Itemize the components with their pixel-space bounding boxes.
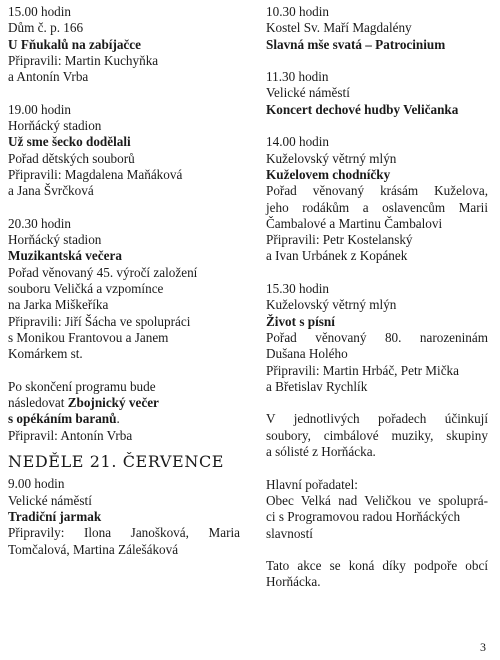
event-detail: Dušana Holého bbox=[266, 346, 348, 362]
event-time: 11.30 hodin bbox=[266, 69, 329, 85]
note-highlight: Zbojnický večer bbox=[67, 395, 159, 411]
note-text: . bbox=[116, 411, 120, 427]
event-title: Muzikantská večera bbox=[8, 248, 122, 264]
event-mse-svata bbox=[266, 4, 488, 53]
event-title: Koncert dechové hudby Veličanka bbox=[266, 101, 459, 117]
event-detail: Připravili: Martin Kuchyňka bbox=[8, 52, 159, 68]
event-time: 19.00 hodin bbox=[8, 101, 72, 117]
note-line: Hlavní pořadatel: bbox=[266, 476, 358, 492]
note-line: Připravil: Antonín Vrba bbox=[8, 427, 133, 443]
note-line: a sólisté z Horňácka. bbox=[266, 444, 376, 460]
event-detail: na Jarka Miškeříka bbox=[8, 297, 109, 313]
page-number: 3 bbox=[480, 640, 486, 654]
event-time: 15.30 hodin bbox=[266, 281, 330, 297]
event-detail: Připravili: Jiří Šácha ve spolupráci bbox=[8, 313, 191, 329]
note-text: následovat bbox=[8, 395, 68, 411]
note-line bbox=[8, 395, 240, 411]
event-time: 9.00 hodin bbox=[8, 476, 65, 492]
event-place: Kostel Sv. Maří Magdalény bbox=[266, 20, 412, 36]
event-place: Velické náměstí bbox=[266, 85, 350, 101]
event-detail: Připravili: Petr Kostelanský bbox=[266, 232, 413, 248]
note-line: soubory, cimbálové muziky, skupiny bbox=[266, 427, 488, 443]
event-detail: a Antonín Vrba bbox=[8, 69, 89, 85]
event-place: Kuželovský větrný mlýn bbox=[266, 297, 397, 313]
event-detail: Připravili: Martin Hrbáč, Petr Mička bbox=[266, 362, 460, 378]
event-time: 14.00 hodin bbox=[266, 134, 330, 150]
event-place: Horňácký stadion bbox=[8, 232, 102, 248]
performers-note bbox=[266, 411, 488, 460]
note-line: Tato akce se koná díky podpoře obcí bbox=[266, 558, 488, 574]
event-time: 15.00 hodin bbox=[8, 4, 72, 19]
left-column bbox=[8, 4, 240, 558]
note-highlight: s opékáním baranů bbox=[8, 411, 117, 427]
event-title: U Fňukalů na zabíjačce bbox=[8, 36, 141, 52]
event-detail: Pořad věnovaný krásám Kuželova, bbox=[266, 183, 488, 199]
event-detail: Připravily: Ilona Janošková, Maria bbox=[8, 525, 240, 541]
event-detail: Pořad věnovaný 45. výročí založení bbox=[8, 264, 198, 280]
note-line: ci s Programovou radou Horňáckých bbox=[266, 509, 461, 525]
event-detail: a Ivan Urbánek z Kopánek bbox=[266, 248, 408, 264]
note-line: Obec Velká nad Veličkou ve spoluprá- bbox=[266, 492, 488, 508]
event-detail: souboru Veličká a vzpomínce bbox=[8, 281, 164, 297]
event-muzikantska-vecera bbox=[8, 216, 240, 363]
organizer-note bbox=[266, 477, 488, 542]
event-tradicni-jarmak bbox=[8, 476, 240, 557]
note-line: Horňácka. bbox=[266, 574, 321, 590]
event-zivot-s-pisni bbox=[266, 281, 488, 395]
event-fnukalu bbox=[8, 4, 240, 85]
event-detail: Komárkem st. bbox=[8, 346, 83, 362]
note-line bbox=[8, 411, 240, 427]
event-place: Dům č. p. 166 bbox=[8, 20, 84, 36]
event-place: Horňácký stadion bbox=[8, 118, 102, 134]
event-detail: Pořad věnovaný 80. narozeninám bbox=[266, 329, 488, 345]
note-line: Po skončení programu bude bbox=[8, 378, 156, 394]
event-detail: Tomčalová, Martina Zálešáková bbox=[8, 541, 179, 557]
event-place: Velické náměstí bbox=[8, 492, 92, 508]
zbojnicky-vecer-note bbox=[8, 379, 240, 444]
note-line: V jednotlivých pořadech účinkují bbox=[266, 411, 488, 427]
event-detail: Pořad dětských souborů bbox=[8, 150, 135, 166]
event-detail: Připravili: Magdalena Maňáková bbox=[8, 166, 183, 182]
event-time: 20.30 hodin bbox=[8, 215, 72, 231]
support-note bbox=[266, 558, 488, 591]
right-column bbox=[266, 4, 488, 591]
event-detail: a Jana Švrčková bbox=[8, 183, 94, 199]
event-detail: Čambalové a Martinu Čambalovi bbox=[266, 215, 443, 231]
event-detail: s Monikou Frantovou a Janem bbox=[8, 329, 169, 345]
event-koncert bbox=[266, 69, 488, 118]
event-title: Slavná mše svatá – Patrocinium bbox=[266, 36, 446, 52]
event-uz-sme-secko bbox=[8, 102, 240, 200]
event-kuzelovem-chodnicky bbox=[266, 134, 488, 264]
event-detail: jeho rodákům a oslavencům Marii bbox=[266, 199, 488, 215]
event-title: Život s písní bbox=[266, 313, 335, 329]
note-line: slavností bbox=[266, 525, 313, 541]
day-heading: NEDĚLE 21. ČERVENCE bbox=[8, 452, 225, 472]
event-title: Už sme šecko dodělali bbox=[8, 134, 131, 150]
event-title: Tradiční jarmak bbox=[8, 508, 102, 524]
event-title: Kuželovem chodníčky bbox=[266, 166, 391, 182]
event-time: 10.30 hodin bbox=[266, 4, 330, 19]
event-place: Kuželovský větrný mlýn bbox=[266, 150, 397, 166]
event-detail: a Břetislav Rychlík bbox=[266, 378, 368, 394]
